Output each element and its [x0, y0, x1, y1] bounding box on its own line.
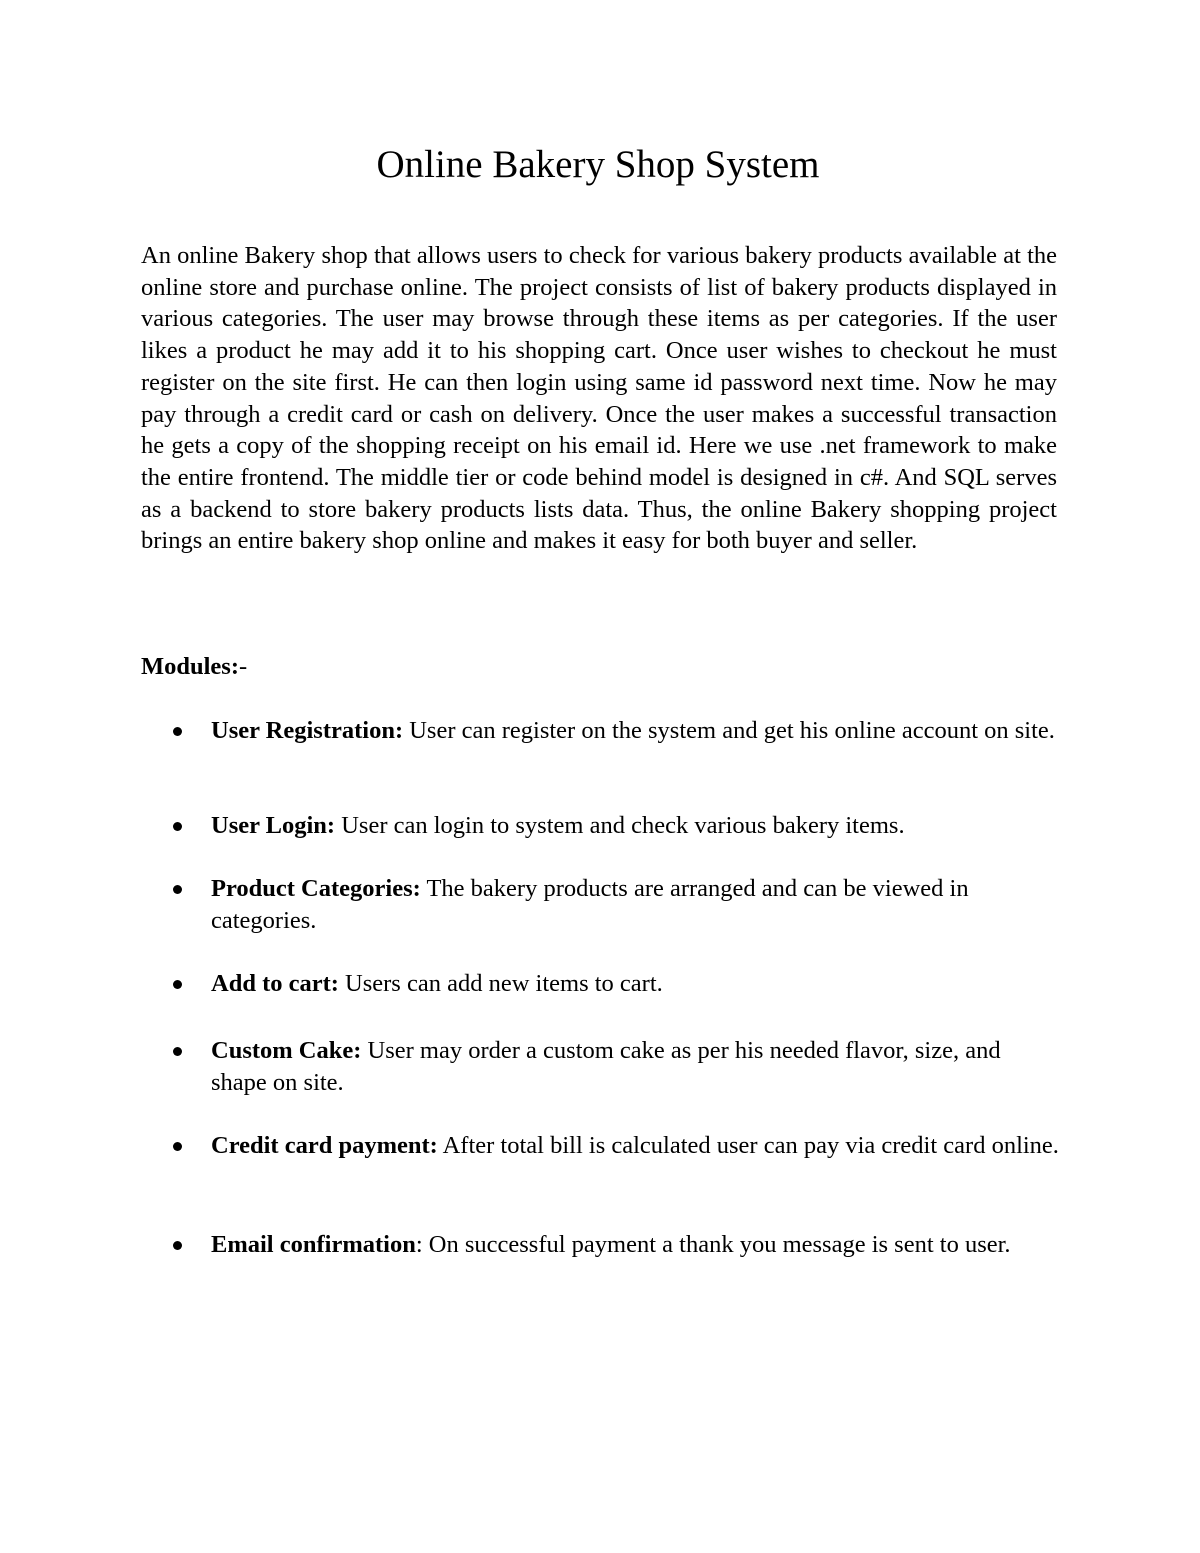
module-item-custom-cake [211, 1035, 1061, 1098]
module-description: User can login to system and check various bakery items. [335, 812, 905, 839]
module-description: After total bill is calculated user can pay via credit card online. [437, 1132, 1059, 1159]
module-item-credit-card-payment [211, 1130, 1061, 1162]
module-item-product-categories [211, 873, 1061, 936]
module-item-user-login [211, 810, 1061, 842]
bullet-icon [173, 1241, 182, 1250]
module-name: Product Categories: [211, 875, 421, 902]
module-description: User may order a custom cake as per his needed flavor, size, and shape on site. [211, 1037, 1001, 1096]
bullet-icon [173, 885, 182, 894]
bullet-icon [173, 1142, 182, 1151]
module-description: Users can add new items to cart. [338, 970, 663, 997]
bullet-icon [173, 822, 182, 831]
module-description: The bakery products are arranged and can be viewed in categories. [211, 875, 969, 934]
bullet-icon [173, 1047, 182, 1056]
modules-heading-suffix: - [239, 653, 248, 680]
module-description: User can register on the system and get his online account on site. [403, 717, 1055, 744]
modules-heading [141, 651, 247, 683]
bullet-icon [173, 727, 182, 736]
module-item-add-to-cart [211, 968, 1061, 1000]
document-title: Online Bakery Shop System [376, 143, 820, 186]
module-name: User Login: [211, 812, 336, 839]
bullet-icon [173, 980, 182, 989]
module-name: Credit card payment: [211, 1132, 438, 1159]
module-name: Custom Cake: [211, 1037, 362, 1064]
module-description: : On successful payment a thank you message is sent to user. [415, 1231, 1011, 1258]
module-name: User Registration: [211, 717, 404, 744]
intro-paragraph: An online Bakery shop that allows users to check for various bakery products available at the online store and purchase online. The project consists of list of bakery products displayed in various categories. The user may browse through these items as per categories. If the user likes a product he may add it to his shopping cart. Once user wishes to checkout he must register on the site first. He can then login using same id password next time. Now he may pay through a credit card or cash on delivery. Once the user makes a successful transaction he gets a copy of the shopping receipt on his email id. Here we use .net framework to make the entire frontend. The middle tier or code behind model is designed in c#. And SQL serves as a backend to store bakery products lists data. Thus, the online Bakery shopping project brings an entire bakery shop online and makes it easy for both buyer and seller. [141, 242, 1057, 555]
modules-heading-label: Modules: [141, 653, 239, 680]
module-name: Add to cart: [211, 970, 339, 997]
module-name: Email confirmation [211, 1231, 416, 1258]
module-item-user-registration [211, 715, 1061, 747]
module-item-email-confirmation [211, 1229, 1061, 1261]
